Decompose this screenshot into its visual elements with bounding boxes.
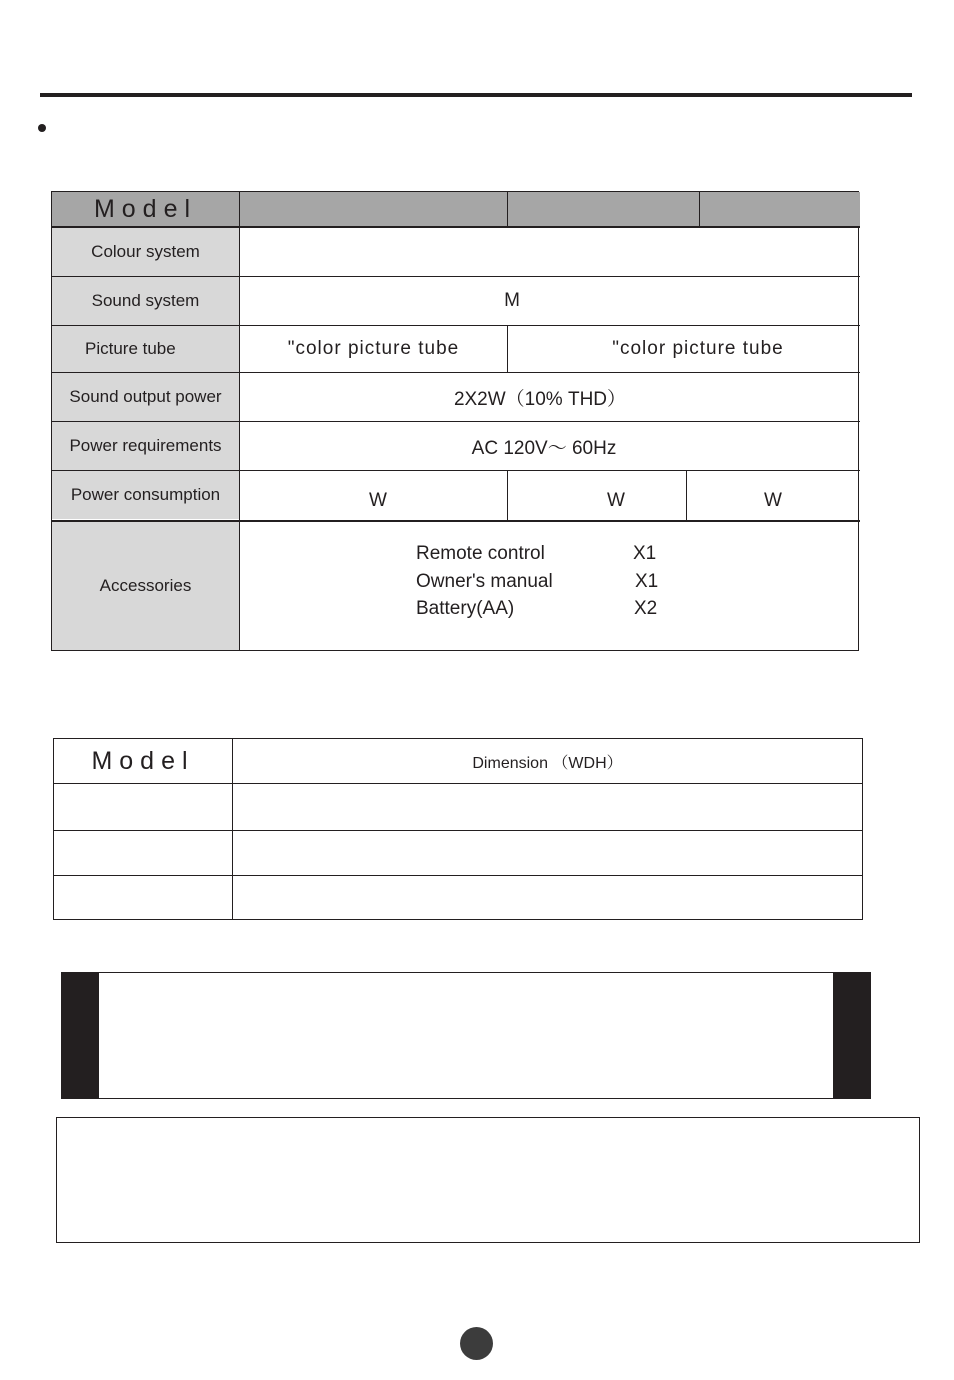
- row-label-power-requirements: Power requirements: [52, 422, 239, 470]
- top-rule: [40, 93, 912, 97]
- accessory-qty: X2: [634, 598, 658, 619]
- accessory-qty: X1: [635, 570, 659, 592]
- table-row: [54, 831, 862, 875]
- table-row: [54, 784, 862, 830]
- row-label-picture-tube: Picture tube: [52, 326, 239, 372]
- row-value-sound-output: 2X2W（10% THD）: [453, 388, 627, 410]
- row-value-power-consumption-b: W: [607, 490, 625, 511]
- row-label-sound-output: Sound output power: [52, 373, 239, 421]
- spec-table: [51, 191, 859, 651]
- table-row: [54, 876, 862, 919]
- row-label-accessories: Accessories: [52, 522, 239, 650]
- bullet-dot: [38, 124, 46, 132]
- row-value-colour-system: [240, 228, 860, 276]
- row-value-power-consumption-c: W: [764, 490, 782, 511]
- row-value-power-requirements: AC 120V～ 60Hz: [471, 437, 617, 459]
- row-value-picture-tube-b: "color picture tube: [612, 338, 784, 359]
- warning-bar-left: [61, 972, 99, 1099]
- row-label-colour-system: Colour system: [52, 228, 239, 276]
- list-item: [416, 595, 658, 623]
- warning-bar-right: [833, 972, 871, 1099]
- row-label-sound-system: Sound system: [52, 277, 239, 325]
- dimension-header-model: Model: [91, 747, 195, 775]
- row-value-picture-tube-a: "color picture tube: [287, 338, 460, 359]
- accessory-qty: X1: [633, 543, 657, 564]
- accessory-name: Battery(AA): [416, 598, 515, 619]
- note-box: [56, 1117, 920, 1243]
- list-item: [416, 540, 657, 568]
- dimension-header-dimension: Dimension （WDH）: [472, 755, 623, 772]
- accessories-list: [416, 540, 659, 623]
- warning-panel: [61, 972, 871, 1099]
- accessory-name: Remote control: [416, 543, 545, 564]
- accessory-name: Owner's manual: [416, 570, 553, 592]
- page-number-badge: [460, 1327, 493, 1360]
- row-value-sound-system: M: [504, 290, 520, 311]
- row-label-power-consumption: Power consumption: [52, 471, 239, 519]
- list-item: [416, 568, 659, 596]
- spec-header-model: Model: [52, 192, 239, 227]
- dimension-table: [53, 738, 863, 920]
- row-value-power-consumption-a: W: [369, 490, 387, 511]
